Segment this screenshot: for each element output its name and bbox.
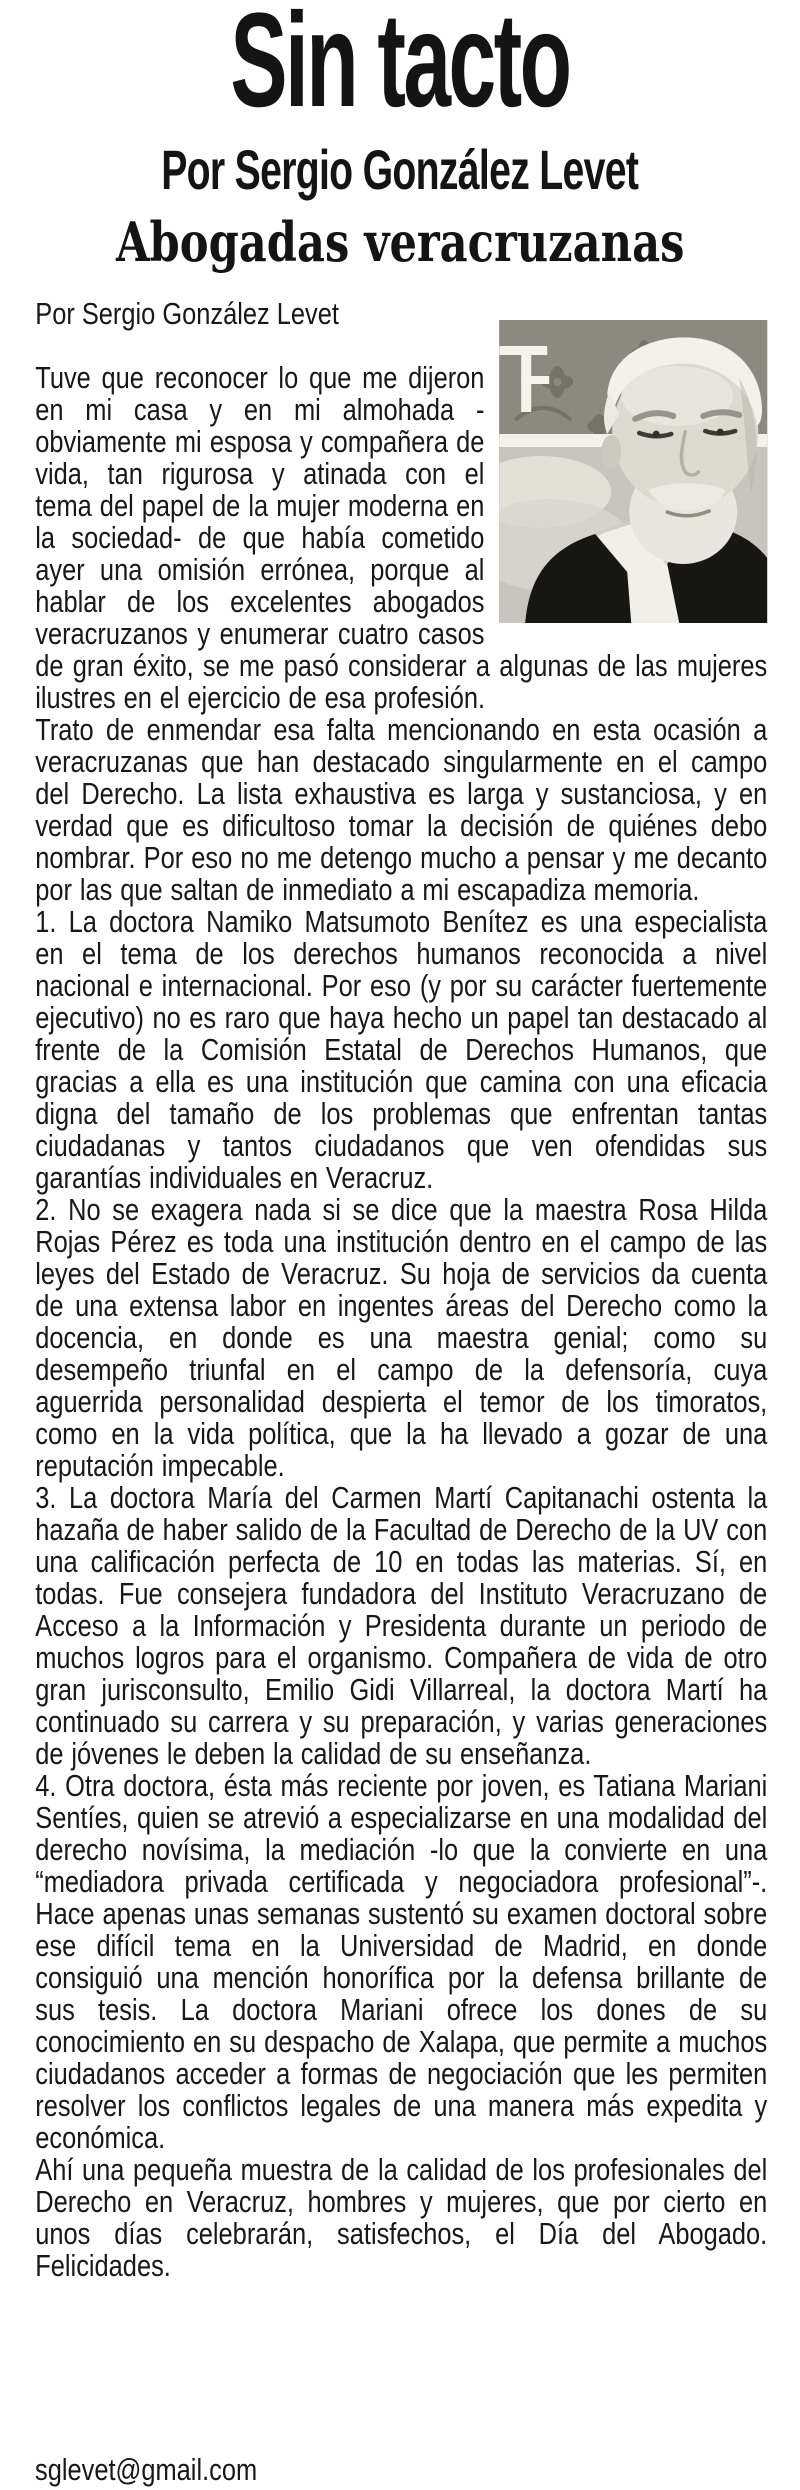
paragraph-1: Tuve que reconocer lo que me dijeron en mi casa y en mi almohada -obviamente mi esposa y compañera de vida, tan rigurosa y atinada con el tema del papel de la mujer moderna en la sociedad- de que había cometido ayer una omisión errónea, porque al hablar de los excelentes abogados veracruzanos y enumerar cuatro casos de gran éxito, se me pasó considerar a algunas de las mujeres ilustres en el ejercicio de esa profesión. <box>35 360 768 715</box>
author-photo <box>499 320 767 623</box>
paragraph-5: 3. La doctora María del Carmen Martí Capitanachi ostenta la hazaña de haber salido de la Facultad de Derecho de la UV con una calificación perfecta de 10 en todas las materias. Sí, en todas. Fue consejera fundadora del Instituto Veracruzano de Acceso a la Información y Presidenta durante un periodo de muchos logros para el organismo. Compañera de vida de otro gran jurisconsulto, Emilio Gidi Villarreal, la doctora Martí ha continuado su carrera y su preparación, y varias generaciones de jóvenes le deben la calidad de su enseñanza. <box>35 1480 768 1771</box>
paragraph-4: 2. No se exagera nada si se dice que la maestra Rosa Hilda Rojas Pérez es toda una institución dentro en el campo de las leyes del Estado de Veracruz. Su hoja de servicios da cuenta de una extensa labor en ingentes áreas del Derecho como la docencia, en donde es una maestra genial; como su desempeño triunfal en el campo de la defensoría, cuya aguerrida personalidad despierta el temor de los timoratos, como en la vida política, que la ha llevado a gozar de una reputación impecable. <box>35 1192 768 1483</box>
article-title-row <box>0 210 800 274</box>
paragraph-6: 4. Otra doctora, ésta más reciente por joven, es Tatiana Mariani Sentíes, quien se atrevió a especializarse en una modalidad del derecho novísima, la mediación -lo que la convierte en una “mediadora privada certificada y negociadora profesional”-. Hace apenas unas semanas sustentó su examen doctoral sobre ese difícil tema en la Universidad de Madrid, en donde consiguió una mención honorífica por la defensa brillante de sus tesis. La doctora Mariani ofrece los dones de su conocimiento en su despacho de Xalapa, que permite a muchos ciudadanos acceder a formas de negociación que les permiten resolver los conflictos legales de una manera más expedita y económica. <box>35 1768 768 2155</box>
column-title-row <box>0 0 800 135</box>
column-header <box>0 0 800 274</box>
paragraph-2: Trato de enmendar esa falta mencionando en esta ocasión a veracruzanas que han destacado singularmente en el campo del Derecho. La lista exhaustiva es larga y sustanciosa, y en verdad que es dificultoso tomar la decisión de quiénes debo nombrar. Por eso no me detengo mucho a pensar y me decanto por las que saltan de inmediato a mi escapadiza memoria. <box>35 712 768 907</box>
column-title: Sin tacto <box>230 0 570 135</box>
article-body <box>0 298 800 2282</box>
paragraph-3: 1. La doctora Namiko Matsumoto Benítez es una especialista en el tema de los derechos humanos reconocida a nivel nacional e internacional. Por eso (y por su carácter fuertemente ejecutivo) no es raro que haya hecho un papel tan destacado al frente de la Comisión Estatal de Derechos Humanos, que gracias a ella es una institución que camina con una eficacia digna del tamaño de los problemas que enfrentan tantas ciudadanas y tantos ciudadanos que ven ofendidas sus garantías individuales en Veracruz. <box>35 904 768 1195</box>
paragraph-7: Ahí una pequeña muestra de la calidad de los profesionales del Derecho en Veracruz, hombres y mujeres, que por cierto en unos días celebrarán, satisfechos, el Día del Abogado. Felicidades. <box>35 2152 768 2283</box>
author-photo-graphic <box>499 320 767 623</box>
byline: Por Sergio González Levet <box>35 296 339 331</box>
contact-email: sglevet@gmail.com <box>35 2452 258 2487</box>
column-author-row <box>0 138 800 201</box>
article-title: Abogadas veracruzanas <box>115 210 685 274</box>
column-author-heading: Por Sergio González Levet <box>161 138 639 201</box>
